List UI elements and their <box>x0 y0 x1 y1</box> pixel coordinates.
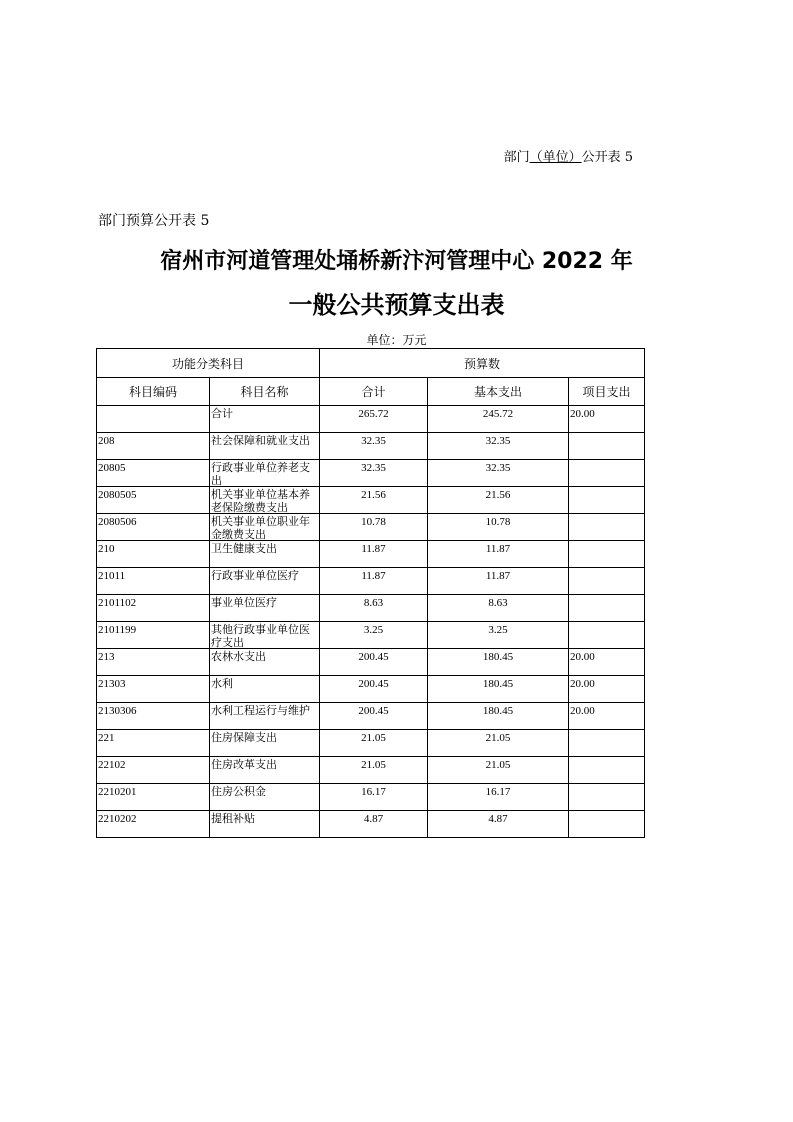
table-row <box>97 811 645 838</box>
cell-project-text <box>569 757 644 783</box>
cell-total <box>320 460 428 487</box>
cell-total <box>320 811 428 838</box>
cell-name-text: 机关事业单位基本养老保险缴费支出 <box>211 489 310 513</box>
cell-basic <box>428 757 569 784</box>
cell-total <box>320 649 428 676</box>
cell-code-text: 21011 <box>98 570 126 582</box>
cell-name-text: 水利 <box>211 678 233 690</box>
cell-name-text: 提租补贴 <box>211 813 255 825</box>
budget-table <box>96 348 645 838</box>
cell-project-text <box>569 730 644 756</box>
cell-code-text: 208 <box>98 435 115 447</box>
cell-total <box>320 433 428 460</box>
column-header-basic: 基本支出 <box>428 378 569 406</box>
cell-total-text: 4.87 <box>363 813 384 825</box>
cell-code-text: 2080506 <box>98 516 137 528</box>
cell-total <box>320 622 428 649</box>
cell-name-text: 住房保障支出 <box>211 732 277 744</box>
cell-code-text: 2101102 <box>98 597 137 609</box>
cell-total-text: 32.35 <box>361 435 386 447</box>
table-row <box>97 487 645 514</box>
cell-code <box>97 649 210 676</box>
cell-code <box>97 541 210 568</box>
cell-project-text <box>569 460 644 486</box>
cell-basic <box>428 433 569 460</box>
cell-basic <box>428 406 569 433</box>
document-title-line2: 一般公共预算支出表 <box>288 291 505 319</box>
cell-name <box>210 676 320 703</box>
cell-name-text: 卫生健康支出 <box>211 543 277 555</box>
cell-total-text: 3.25 <box>363 624 384 636</box>
table-row <box>97 541 645 568</box>
cell-total-text: 32.35 <box>361 462 386 474</box>
table-row <box>97 460 645 487</box>
cell-basic-text: 3.25 <box>488 624 508 636</box>
cell-code-text: 221 <box>98 732 115 744</box>
unit-label: 单位：万元 <box>366 333 427 347</box>
cell-name <box>210 784 320 811</box>
cell-basic <box>428 460 569 487</box>
cell-code <box>97 622 210 649</box>
cell-total-text: 200.45 <box>358 651 389 663</box>
cell-name-text: 社会保障和就业支出 <box>211 435 310 447</box>
cell-code-text: 2210201 <box>98 786 137 798</box>
table-row <box>97 784 645 811</box>
cell-total-text: 10.78 <box>361 516 386 528</box>
cell-name <box>210 703 320 730</box>
cell-name <box>210 595 320 622</box>
table-row <box>97 514 645 541</box>
cell-name-text: 其他行政事业单位医疗支出 <box>211 624 310 648</box>
cell-code <box>97 784 210 811</box>
cell-basic-text: 21.56 <box>485 489 511 501</box>
table-row <box>97 703 645 730</box>
cell-project-text: 20.00 <box>570 678 595 690</box>
cell-total-text: 11.87 <box>361 543 386 555</box>
cell-total <box>320 595 428 622</box>
cell-basic <box>428 541 569 568</box>
cell-name-text: 住房改革支出 <box>211 759 277 771</box>
cell-project <box>569 757 645 784</box>
cell-project <box>569 568 645 595</box>
cell-basic <box>428 487 569 514</box>
cell-name <box>210 622 320 649</box>
cell-name <box>210 541 320 568</box>
cell-basic-text: 21.05 <box>485 759 511 771</box>
table-row <box>97 649 645 676</box>
cell-code-text: 2080505 <box>98 489 137 501</box>
cell-total <box>320 514 428 541</box>
cell-project <box>569 487 645 514</box>
cell-project-text <box>569 622 644 648</box>
cell-total <box>320 703 428 730</box>
cell-code <box>97 487 210 514</box>
cell-name <box>210 514 320 541</box>
table-row <box>97 406 645 433</box>
cell-code <box>97 433 210 460</box>
cell-name-text: 水利工程运行与维护 <box>211 705 310 717</box>
cell-basic <box>428 649 569 676</box>
cell-project-text <box>569 784 644 810</box>
cell-code <box>97 595 210 622</box>
cell-basic-text: 11.87 <box>485 570 511 582</box>
cell-basic-text: 32.35 <box>485 435 511 447</box>
cell-project-text <box>569 487 644 513</box>
cell-total <box>320 676 428 703</box>
cell-basic <box>428 595 569 622</box>
table-row <box>97 568 645 595</box>
table-row <box>97 676 645 703</box>
cell-name-text: 机关事业单位职业年金缴费支出 <box>211 516 310 540</box>
cell-project <box>569 460 645 487</box>
cell-name <box>210 757 320 784</box>
cell-project-text <box>569 433 644 459</box>
cell-basic-text: 245.72 <box>482 408 514 420</box>
cell-project <box>569 541 645 568</box>
cell-project-text <box>569 595 644 621</box>
cell-basic <box>428 811 569 838</box>
cell-total <box>320 568 428 595</box>
cell-basic <box>428 703 569 730</box>
cell-project <box>569 703 645 730</box>
cell-name-text: 农林水支出 <box>211 651 266 663</box>
cell-total <box>320 487 428 514</box>
cell-name <box>210 487 320 514</box>
table-row <box>97 595 645 622</box>
cell-project-text <box>569 541 644 567</box>
cell-total-text: 200.45 <box>358 678 389 690</box>
cell-total <box>320 757 428 784</box>
cell-basic-text: 180.45 <box>482 651 514 663</box>
cell-basic-text: 11.87 <box>485 543 511 555</box>
cell-total-text: 265.72 <box>358 408 389 420</box>
cell-project <box>569 649 645 676</box>
cell-code-text: 22102 <box>98 759 126 771</box>
cell-code-text: 2210202 <box>98 813 137 825</box>
cell-project-text: 20.00 <box>570 408 595 420</box>
cell-total-text: 21.56 <box>361 489 386 501</box>
cell-project <box>569 406 645 433</box>
cell-project-text <box>569 568 644 594</box>
group-header-function-category: 功能分类科目 <box>97 349 320 378</box>
cell-basic <box>428 622 569 649</box>
cell-code <box>97 757 210 784</box>
cell-code <box>97 811 210 838</box>
cell-code-text: 20805 <box>98 462 126 474</box>
column-header-total: 合计 <box>320 378 428 406</box>
cell-total-text: 16.17 <box>361 786 386 798</box>
cell-project <box>569 514 645 541</box>
cell-name <box>210 811 320 838</box>
cell-basic-text: 8.63 <box>488 597 508 609</box>
cell-total <box>320 784 428 811</box>
group-header-budget-amount: 预算数 <box>320 349 645 378</box>
group-header-row <box>97 349 645 378</box>
cell-basic <box>428 784 569 811</box>
cell-code <box>97 460 210 487</box>
cell-code-text <box>97 406 209 432</box>
header-prefix: 部门 <box>503 150 530 165</box>
cell-project-text <box>569 811 644 837</box>
cell-basic-text: 16.17 <box>485 786 511 798</box>
cell-project <box>569 676 645 703</box>
cell-total-text: 8.63 <box>363 597 384 609</box>
cell-project-text: 20.00 <box>570 705 595 717</box>
cell-name-text: 住房公积金 <box>211 786 266 798</box>
table-row <box>97 433 645 460</box>
cell-name <box>210 433 320 460</box>
cell-name <box>210 649 320 676</box>
cell-project <box>569 811 645 838</box>
table-body <box>97 406 645 838</box>
cell-code-text: 213 <box>98 651 115 663</box>
cell-project <box>569 784 645 811</box>
cell-name-text: 行政事业单位养老支出 <box>211 462 310 486</box>
cell-name-text: 事业单位医疗 <box>211 597 277 609</box>
cell-basic-text: 180.45 <box>482 678 514 690</box>
cell-basic-text: 10.78 <box>485 516 511 528</box>
cell-code-text: 210 <box>98 543 115 555</box>
cell-project <box>569 730 645 757</box>
cell-name <box>210 568 320 595</box>
header-unit-underlined: （单位） <box>529 150 582 165</box>
cell-total <box>320 406 428 433</box>
cell-basic <box>428 730 569 757</box>
cell-code <box>97 703 210 730</box>
cell-basic-text: 32.35 <box>485 462 511 474</box>
cell-total-text: 21.05 <box>361 759 386 771</box>
cell-total-text: 21.05 <box>361 732 386 744</box>
table-row <box>97 622 645 649</box>
cell-code-text: 2101199 <box>98 624 137 636</box>
cell-code <box>97 676 210 703</box>
cell-total <box>320 541 428 568</box>
document-title-line1: 宿州市河道管理处埇桥新汴河管理中心 2022 年 <box>160 249 633 274</box>
table-row <box>97 757 645 784</box>
cell-project <box>569 622 645 649</box>
cell-code <box>97 568 210 595</box>
cell-basic <box>428 676 569 703</box>
cell-code <box>97 514 210 541</box>
table-row <box>97 730 645 757</box>
cell-name <box>210 460 320 487</box>
cell-basic-text: 4.87 <box>488 813 508 825</box>
cell-total-text: 200.45 <box>358 705 389 717</box>
cell-total <box>320 730 428 757</box>
column-header-project: 项目支出 <box>569 378 645 406</box>
cell-basic-text: 21.05 <box>485 732 511 744</box>
cell-code-text: 2130306 <box>98 705 137 717</box>
column-header-code: 科目编码 <box>97 378 210 406</box>
cell-name-text: 行政事业单位医疗 <box>211 570 299 582</box>
cell-project-text: 20.00 <box>570 651 595 663</box>
cell-code <box>97 730 210 757</box>
cell-code <box>97 406 210 433</box>
cell-total-text: 11.87 <box>361 570 386 582</box>
cell-name-text: 合计 <box>211 408 233 420</box>
public-table-label: 部门预算公开表 5 <box>98 213 210 229</box>
cell-code-text: 21303 <box>98 678 126 690</box>
cell-project <box>569 595 645 622</box>
column-header-row <box>97 378 645 406</box>
column-header-name: 科目名称 <box>210 378 320 406</box>
cell-name <box>210 406 320 433</box>
cell-basic <box>428 514 569 541</box>
cell-basic-text: 180.45 <box>482 705 514 717</box>
public-table-label-top <box>504 146 633 165</box>
cell-project-text <box>569 514 644 540</box>
cell-project <box>569 433 645 460</box>
cell-basic <box>428 568 569 595</box>
header-suffix: 公开表 5 <box>581 150 633 165</box>
cell-name <box>210 730 320 757</box>
